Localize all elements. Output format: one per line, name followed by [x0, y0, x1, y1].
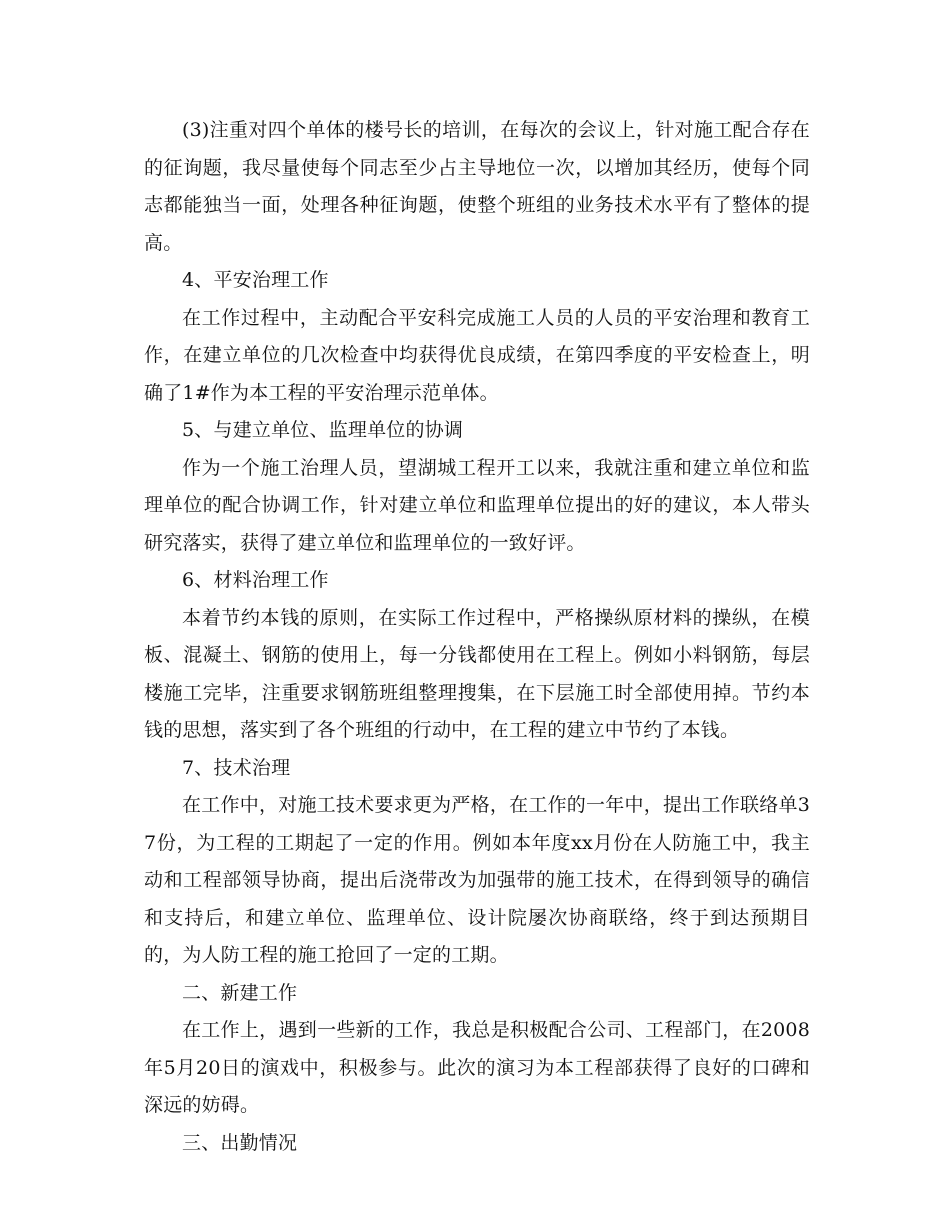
section-heading-technical: 7、技术治理 — [182, 756, 291, 779]
paragraph-safety: 在工作过程中，主动配合平安科完成施工人员的人员的平安治理和教育工作，在建立单位的几次检查中均获得优良成绩，在第四季度的平安检查上，明确了1#作为本工程的平安治理示范单体。 — [144, 306, 810, 404]
document-body — [144, 112, 810, 1162]
section-heading-new-work: 二、新建工作 — [182, 981, 298, 1004]
paragraph-coordination: 作为一个施工治理人员，望湖城工程开工以来，我就注重和建立单位和监理单位的配合协调工作，针对建立单位和监理单位提出的好的建议，本人带头研究落实，获得了建立单位和监理单位的一致好评。 — [144, 456, 810, 554]
section-heading-safety: 4、平安治理工作 — [182, 269, 329, 291]
paragraph-new-work: 在工作上，遇到一些新的工作，我总是积极配合公司、工程部门，在2008年5月20日的演戏中，积极参与。此次的演习为本工程部获得了良好的口碑和深远的妨碍。 — [144, 1019, 810, 1116]
section-heading-attendance: 三、出勤情况 — [182, 1131, 298, 1154]
paragraph-training: (3)注重对四个单体的楼号长的培训，在每次的会议上，针对施工配合存在的征询题，我尽量使每个同志至少占主导地位一次，以增加其经历，使每个同志都能独当一面，处理各种征询题，使整个班组的业务技术水平有了整体的提高。 — [144, 119, 810, 254]
paragraph-technical: 在工作中，对施工技术要求更为严格，在工作的一年中，提出工作联络单37份，为工程的工期起了一定的作用。例如本年度xx月份在人防施工中，我主动和工程部领导协商，提出后浇带改为加强带的施工技术，在得到领导的确信和支持后，和建立单位、监理单位、设计院屡次协商联络，终于到达预期目的，为人防工程的施工抢回了一定的工期。 — [144, 794, 810, 966]
paragraph-materials: 本着节约本钱的原则，在实际工作过程中，严格操纵原材料的操纵，在模板、混凝土、钢筋的使用上，每一分钱都使用在工程上。例如小料钢筋，每层楼施工完毕，注重要求钢筋班组整理搜集，在下层施工时全部使用掉。节约本钱的思想，落实到了各个班组的行动中，在工程的建立中节约了本钱。 — [144, 606, 810, 741]
section-heading-materials: 6、材料治理工作 — [182, 569, 329, 591]
section-heading-coordination: 5、与建立单位、监理单位的协调 — [182, 419, 464, 441]
